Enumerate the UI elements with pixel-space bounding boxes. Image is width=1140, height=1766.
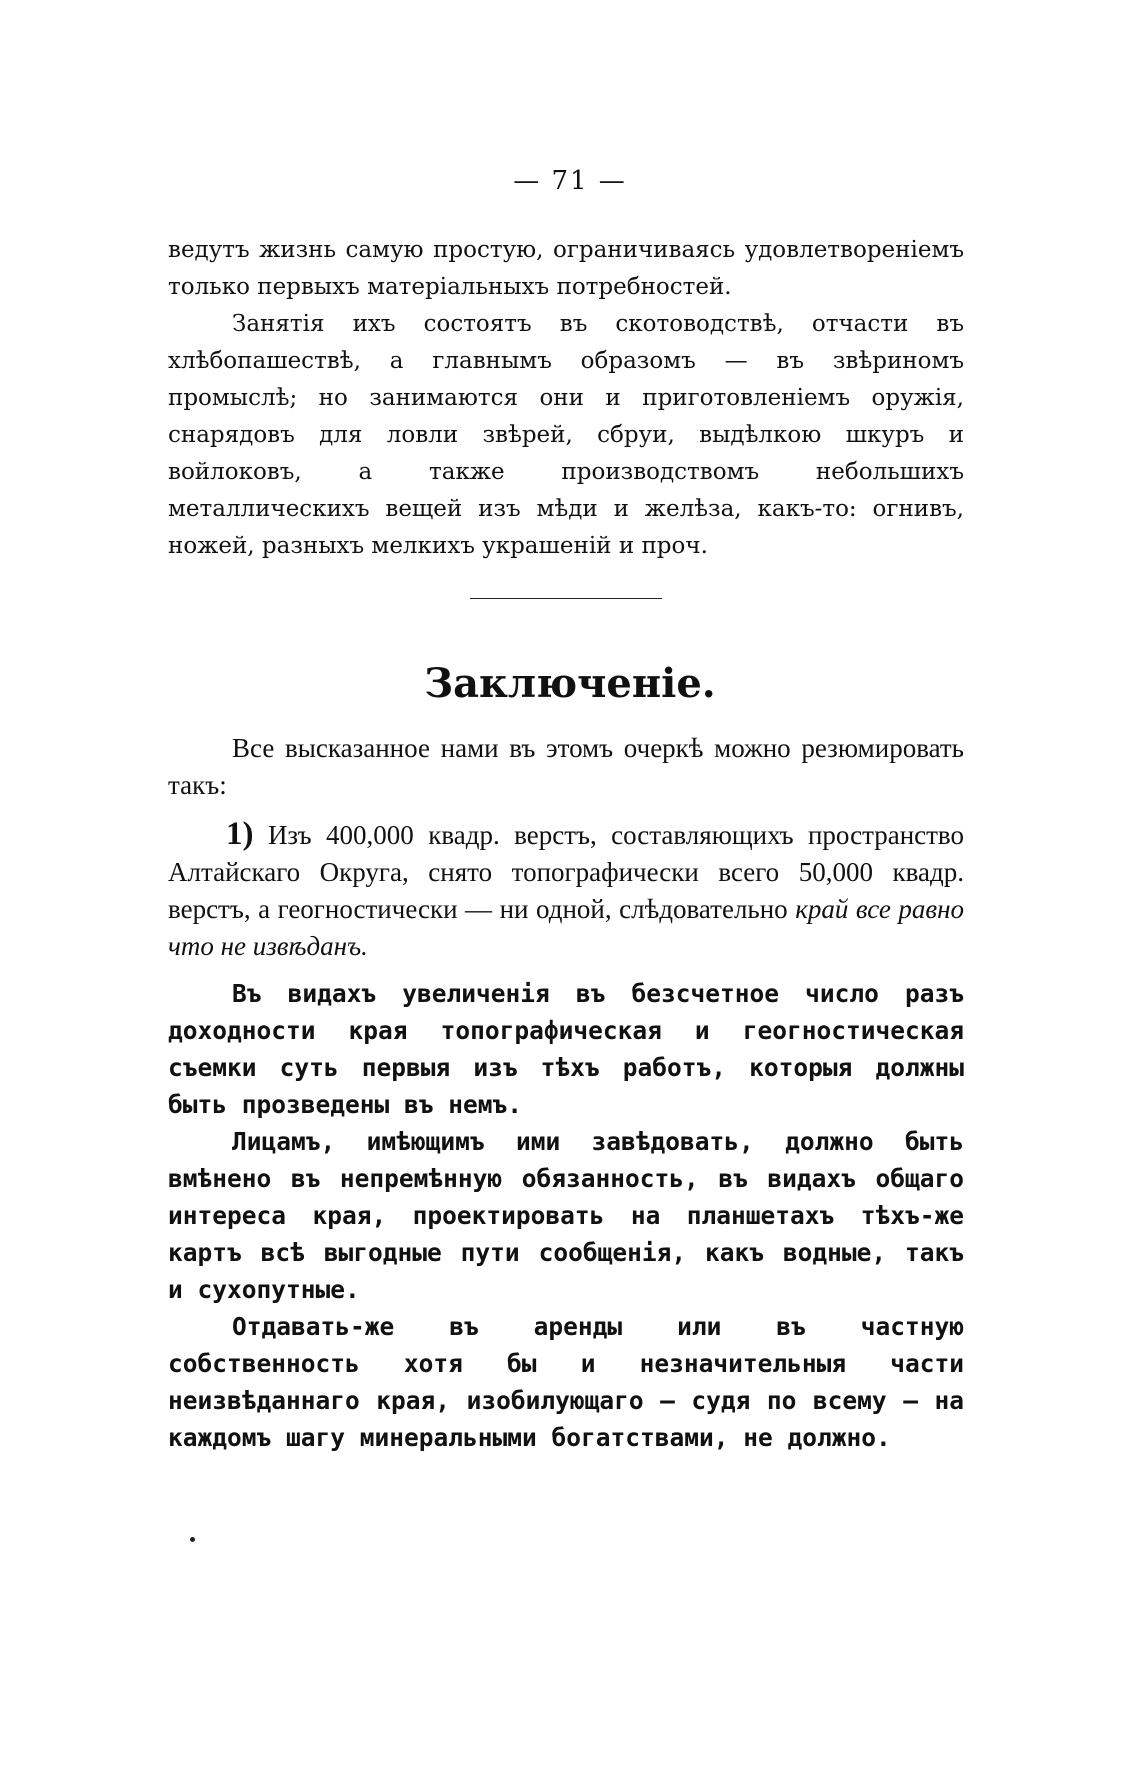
- conclusion-paragraph-1: Въ видахъ увеличенія въ безсчетное число разъ доходности края топографическая и геогностическая съемки суть первыя изъ тѣхъ работъ, которыя должны быть прозведены въ немъ.: [168, 979, 964, 1119]
- intro-section: [168, 232, 964, 565]
- point-number: 1): [226, 816, 254, 852]
- page-number: — 71 —: [513, 166, 627, 196]
- summary-section: [168, 730, 964, 965]
- conclusions-section: [168, 975, 964, 1456]
- summary-point-1: [168, 816, 964, 965]
- ink-speck: [190, 1537, 195, 1542]
- point-italic-text: край все равно что не извѣданъ.: [168, 894, 964, 961]
- intro-paragraph-1: ведутъ жизнь самую простую, ограничиваясь удовлетвореніемъ только первыхъ матеріальныхъ потребностей.: [168, 237, 964, 300]
- section-divider: [470, 598, 662, 599]
- conclusion-paragraph-2: Лицамъ, имѣющимъ ими завѣдовать, должно быть вмѣнено въ непремѣнную обязанность, въ видахъ общаго интереса края, проектировать на планшетахъ тѣхъ-же картъ всѣ выгодные пути сообщенія, какъ водные, такъ и сухопутные.: [168, 1127, 964, 1304]
- summary-lead: Все высказанное нами въ этомъ очеркѣ можно резюмировать такъ:: [168, 733, 964, 800]
- section-heading: Заключеніе.: [424, 660, 716, 707]
- intro-paragraph-2: Занятія ихъ состоятъ въ скотоводствѣ, отчасти въ хлѣбопашествѣ, а главнымъ образомъ — въ звѣриномъ промыслѣ; но занимаются они и приготовленіемъ оружія, снарядовъ для ловли звѣрей, сбруи, выдѣлкою шкуръ и войлоковъ, а также производствомъ небольшихъ металлическихъ вещей изъ мѣди и желѣза, какъ-то: огнивъ, ножей, разныхъ мелкихъ украшеній и проч.: [168, 311, 964, 559]
- point-text: Изъ 400,000 квадр. верстъ, составляющихъ пространство Алтайскаго Округа, снято топографически всего 50,000 квадр. верстъ, а геогностически — ни одной, слѣдовательно: [168, 820, 964, 924]
- conclusion-paragraph-3: Отдавать-же въ аренды или въ частную собственность хотя бы и незначительныя части неизвѣданнаго края, изобилующаго — судя по всему — на каждомъ шагу минеральными богатствами, не должно.: [168, 1312, 964, 1452]
